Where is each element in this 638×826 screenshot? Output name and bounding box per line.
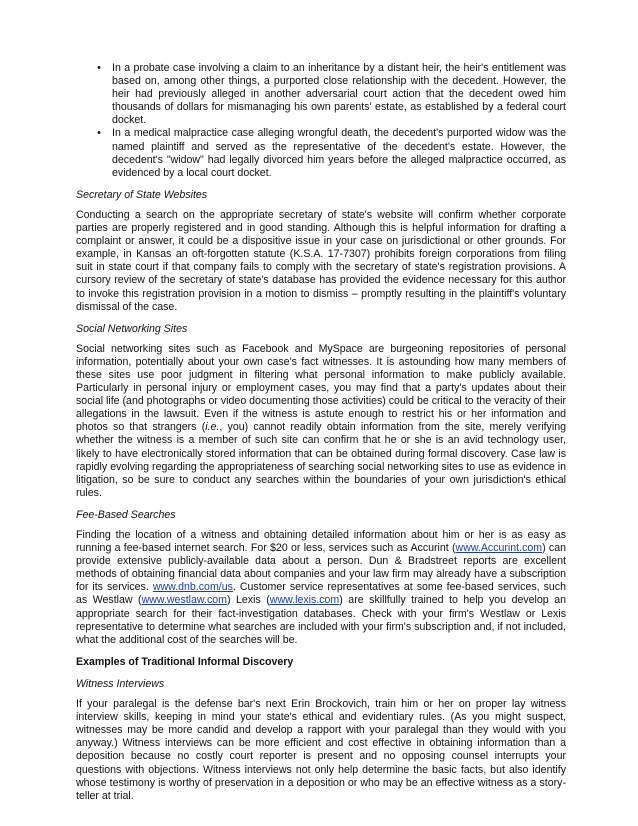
lexis-link[interactable]: www.lexis.com [269,594,340,607]
bullet-icon: • [97,62,101,74]
paragraph-text: Social networking sites such as Facebook and MySpace are burgeoning repositories of personal information, potentially about your own case's fact witnesses. It is astounding how many members of these sites use poor judgment in filtering what personal information to make publicly available. Particularly in personal injury or employment cases, you may find that a party's updates about their social life (and photographs or video documenting those activities) could be critical to the veracity of their allegations in the lawsuit. Even if the witness is astute enough to restrict his or her information and photos so that strangers ( [76,342,566,434]
dnb-link[interactable]: www.dnb.com/us [152,581,233,594]
example-bullet-list [76,62,566,180]
section-heading-fee-based: Fee-Based Searches [76,508,176,521]
bullet-text: In a medical malpractice case alleging wrongful death, the decedent's purported widow was the named plaintiff and served as the representative of the decedent's estate. However, the decedent's "widow" had legally divorced him years before the alleged malpractice occurred, as evidenced by a local court docket. [112,127,566,179]
accurint-link[interactable]: www.Accurint.com [455,542,543,555]
section-heading-witness-interviews: Witness Interviews [76,677,165,690]
paragraph-text: ) can provide extensive publicly-available data about a person. Dun & Bradstreet reports are excellent methods of obtaining financial data about companies and your law firm may already have a subscription for its services. [76,542,566,594]
paragraph-witness-interviews: If your paralegal is the defense bar's next Erin Brockovich, train him or her on proper lay witness interview skills, keeping in mind your state's ethical and evidentiary rules. (As you might suspect, witnesses may be more candid and develop a rapport with your paralegal than they would with you anyway.) Witness interviews can be more efficient and cost effective in obtaining information than a deposition because no costly court reporter is present and no opposing counsel interrupts your questions with objections. Witness interviews not only help determine the basic facts, but also identify whose testimony is worthy of preservation in a deposition or who may be an effective witness as a story-teller at trial. [76,698,566,802]
list-item [76,127,566,179]
paragraph-social-networking [76,343,566,500]
paragraph-text: ) are skillfully trained to help you develop an appropriate search for their fact-investigation databases. Check with your firm's Westlaw or Lexis representative to determine what searches are included with your firm's subscription and, if not included, what the additional cost of the searches will be. [76,594,566,646]
paragraph-text: Finding the location of a witness and obtaining detailed information about him or her is as easy as running a fee-based internet search. For $20 or less, services such as Accurint ( [76,529,566,555]
paragraph-text: , you) cannot readily obtain information from the site, merely verifying whether the witness is a member of such site can confirm that he or she is an avid technology user, likely to have electronically stored information that can be obtained during formal discovery. Case law is rapidly evolving regarding the appropriateness of searching social networking sites to use as evidence in litigation, so be sure to conduct any searches within the boundaries of your own jurisdiction's ethical rules. [76,421,566,499]
paragraph-text: . Customer service representatives at some fee-based services, such as Westlaw ( [76,581,566,607]
bullet-icon: • [97,127,101,140]
paragraph-secretary-of-state: Conducting a search on the appropriate secretary of state's website will confirm whether corporate parties are properly registered and in good standing. Although this is helpful information for drafting a complaint or answer, it could be a dispositive issue in your case on jurisdictional or other grounds. For example, in Kansas an oft-forgotten statute (K.S.A. 17-7307) prohibits foreign corporations from filing suit in state court if that company fails to comply with the secretary of state's registration provisions. A cursory review of the secretary of state's database has provided the evidence necessary for this author to invoke this registration provision in a motion to dismiss – promptly resulting in the plaintiff's voluntary dismissal of the case. [76,208,566,313]
bullet-text: In a probate case involving a claim to an inheritance by a distant heir, the heir's entitlement was based on, among other things, a purported close relationship with the decedent. However, the heir had previously alleged in another adversarial court action that the decedent owed him thousands of dollars for mismanaging his own parents' estate, as established by a federal court docket. [112,62,566,127]
section-heading-social-networking: Social Networking Sites [76,322,188,335]
paragraph-text: ) Lexis ( [226,594,270,607]
westlaw-link[interactable]: www.westlaw.com [141,594,227,607]
paragraph-fee-based [76,529,566,647]
document-page [76,62,566,803]
ie-abbreviation: i.e. [205,421,220,434]
section-heading-traditional-discovery: Examples of Traditional Informal Discovery [76,655,294,668]
section-heading-secretary-of-state: Secretary of State Websites [76,188,208,201]
list-item [76,62,566,127]
